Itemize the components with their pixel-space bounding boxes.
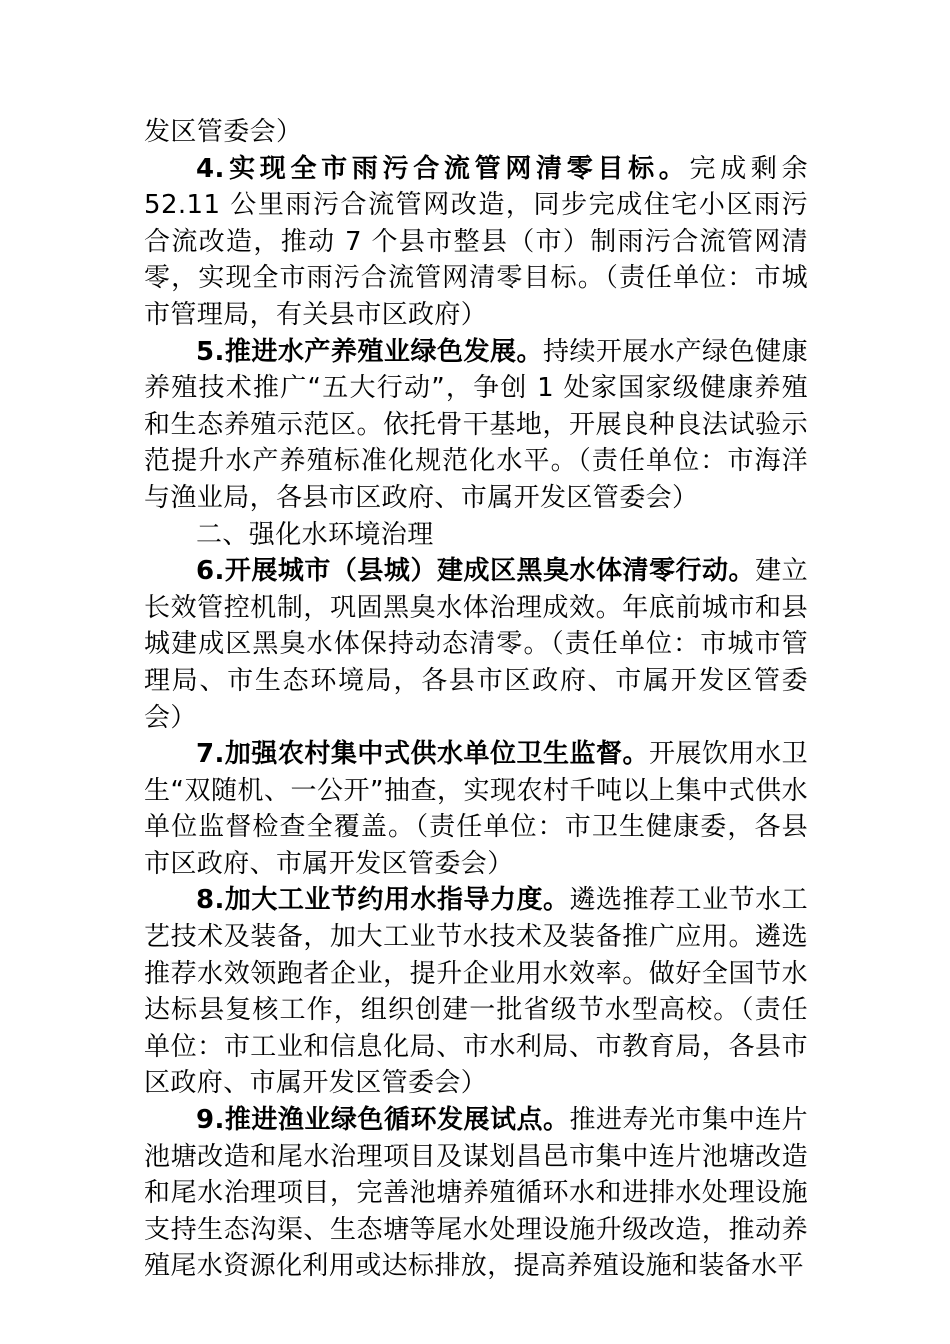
section-title: 二、强化水环境治理 [196,519,434,550]
paragraph-continuation [144,114,808,151]
paragraph-text: 遴选推荐工业节水工艺技术及装备，加大工业节水技术及装备推广应用。遴选推荐水效领跑者企业，提升企业用水效率。做好全国节水达标县复核工作，组织创建一批省级节水型高校。（责任单位：市工业和信息化局、市水利局、市教育局，各县市区政府、市属开发区管委会） [144,885,808,1099]
paragraph-text: 完成剩余 52.11 公里雨污合流管网改造，同步完成住宅小区雨污合流改造，推动 7 个县市整县（市）制雨污合流管网清零，实现全市雨污合流管网清零目标。（责任单位：市城市管理局，有关县市区政府） [144,153,808,330]
paragraph-text: 持续开展水产绿色健康养殖技术推广“五大行动”，争创 1 处家国家级健康养殖和生态养殖示范区。依托骨干基地，开展良种良法试验示范提升水产养殖标准化规范化水平。（责任单位：市海洋与渔业局，各县市区政府、市属开发区管委会） [144,336,808,513]
paragraph-text: 建立长效管控机制，巩固黑臭水体治理成效。年底前城市和县城建成区黑臭水体保持动态清零。（责任单位：市城市管理局、市生态环境局，各县市区政府、市属开发区管委会） [144,556,808,733]
paragraph-text: 开展饮用水卫生“双随机、一公开”抽查，实现农村千吨以上集中式供水单位监督检查全覆盖。（责任单位：市卫生健康委，各县市区政府、市属开发区管委会） [144,739,808,879]
paragraph-item-5 [144,334,808,517]
paragraph-item-9 [144,1102,808,1285]
item-heading: 8.加大工业节约用水指导力度。 [196,885,570,916]
item-heading: 7.加强农村集中式供水单位卫生监督。 [196,739,650,770]
paragraph-item-7 [144,736,808,882]
paragraph-item-4 [144,151,808,334]
paragraph-text: 推进寿光市集中连片池塘改造和尾水治理项目及谋划昌邑市集中连片池塘改造和尾水治理项目，完善池塘养殖循环水和进排水处理设施支持生态沟渠、生态塘等尾水处理设施升级改造，推动养殖尾水资源化利用或达标排放，提高养殖设施和装备水平 [144,1105,808,1282]
paragraph-item-6 [144,553,808,736]
item-heading: 6.开展城市（县城）建成区黑臭水体清零行动。 [196,556,756,587]
paragraph-text: 发区管委会） [144,117,303,147]
item-heading: 5.推进水产养殖业绿色发展。 [196,336,543,367]
paragraph-item-8 [144,882,808,1102]
section-heading [144,517,808,554]
document-body [144,114,808,1285]
item-heading: 4.实现全市雨污合流管网清零目标。 [196,153,690,184]
item-heading: 9.推进渔业绿色循环发展试点。 [196,1105,570,1136]
